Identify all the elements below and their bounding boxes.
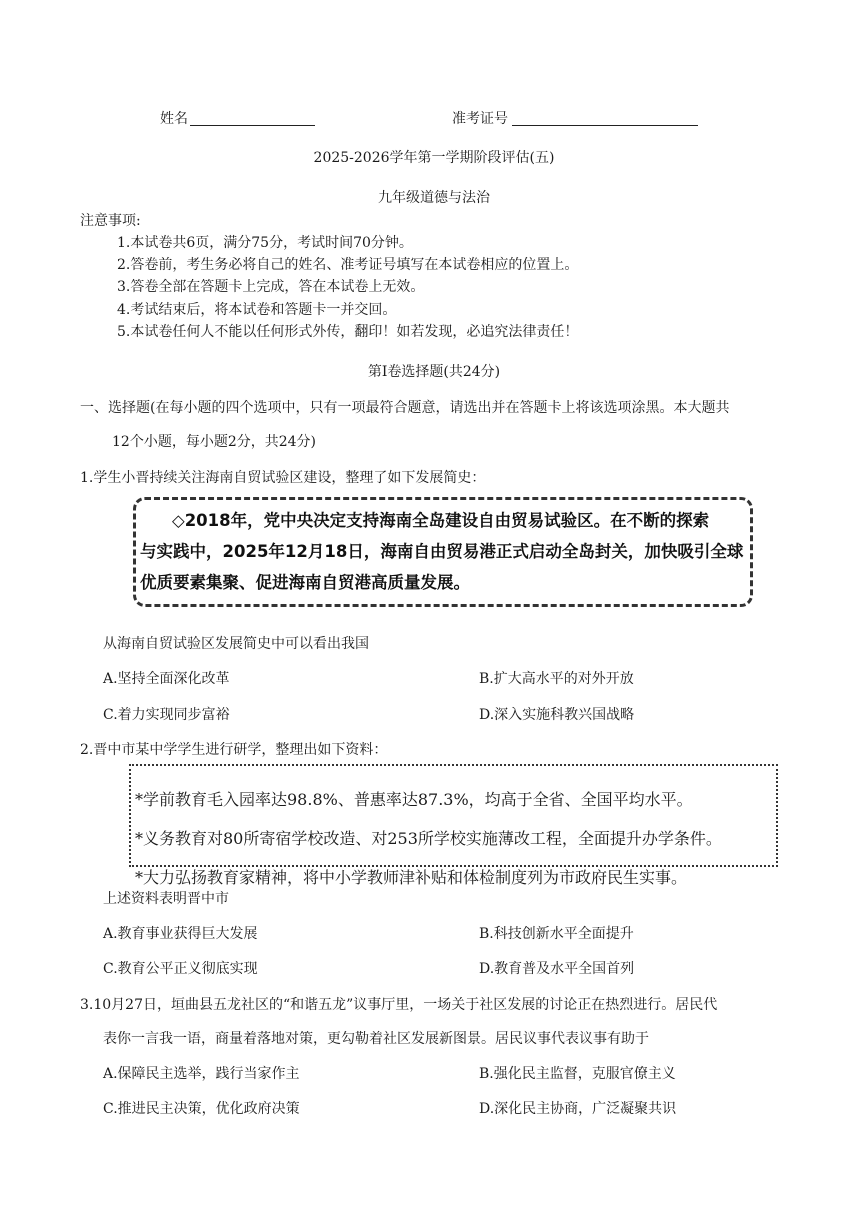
notice-item: 1.本试卷共6页，满分75分，考试时间70分钟。 <box>117 235 413 251</box>
exam-title: 2025-2026学年第一学期阶段评估(五) <box>313 150 555 166</box>
option-b[interactable]: B.科技创新水平全面提升 <box>479 926 634 942</box>
question-3-stem: 3.10月27日，垣曲县五龙社区的“和谐五龙”议事厅里，一场关于社区发展的讨论正在热烈进行。居民代 <box>80 997 718 1013</box>
option-a[interactable]: A.教育事业获得巨大发展 <box>103 926 258 942</box>
material-line: 与实践中，2025年12月18日，海南自由贸易港正式启动全岛封关，加快吸引全球 <box>140 542 744 561</box>
section-title: 第Ⅰ卷选择题(共24分) <box>367 364 501 380</box>
material-line: 优质要素集聚、促进海南自贸港高质量发展。 <box>140 573 470 592</box>
material-line: *大力弘扬教育家精神，将中小学教师津补贴和体检制度列为市政府民生实事。 <box>135 868 688 887</box>
notice-item: 5.本试卷任何人不能以任何形式外传，翻印！如若发现，必追究法律责任！ <box>117 324 579 340</box>
option-d[interactable]: D.教育普及水平全国首列 <box>479 961 635 977</box>
name-field-line[interactable] <box>190 125 315 126</box>
question-1-prompt: 从海南自贸试验区发展简史中可以看出我国 <box>103 636 369 652</box>
section-instruction-cont: 12个小题，每小题2分，共24分) <box>112 434 316 450</box>
option-c[interactable]: C.教育公平正义彻底实现 <box>103 961 258 977</box>
material-line: ◇2018年，党中央决定支持海南全岛建设自由贸易试验区。在不断的探索 <box>172 511 710 530</box>
option-d[interactable]: D.深入实施科教兴国战略 <box>479 707 635 723</box>
option-c[interactable]: C.着力实现同步富裕 <box>103 707 230 723</box>
question-1-material <box>140 505 746 598</box>
question-2-material <box>135 771 722 904</box>
exam-subject: 九年级道德与法治 <box>378 190 490 206</box>
material-line: *义务教育对80所寄宿学校改造、对253所学校实施薄改工程，全面提升办学条件。 <box>135 829 722 848</box>
exam-id-field-line[interactable] <box>512 125 698 126</box>
notice-item: 2.答卷前，考生务必将自己的姓名、准考证号填写在本试卷相应的位置上。 <box>117 257 579 273</box>
option-a[interactable]: A.坚持全面深化改革 <box>103 671 230 687</box>
section-instruction: 一、选择题(在每小题的四个选项中，只有一项最符合题意，请选出并在答题卡上将该选项涂黑。本大题共 <box>80 400 730 416</box>
question-2-stem: 2.晋中市某中学学生进行研学，整理出如下资料： <box>80 742 388 758</box>
name-label: 姓名 <box>160 111 188 127</box>
option-a[interactable]: A.保障民主选举，践行当家作主 <box>103 1066 300 1082</box>
notice-item: 3.答卷全部在答题卡上完成，答在本试卷上无效。 <box>117 279 425 295</box>
option-d[interactable]: D.深化民主协商，广泛凝聚共识 <box>479 1101 677 1117</box>
question-2-prompt: 上述资料表明晋中市 <box>103 891 229 907</box>
material-line: *学前教育毛入园率达98.8%、普惠率达87.3%，均高于全省、全国平均水平。 <box>135 790 693 809</box>
option-b[interactable]: B.扩大高水平的对外开放 <box>479 671 634 687</box>
question-3-stem-cont: 表你一言我一语，商量着落地对策，更勾勒着社区发展新图景。居民议事代表议事有助于 <box>103 1031 649 1047</box>
notice-item: 4.考试结束后，将本试卷和答题卡一并交回。 <box>117 302 397 318</box>
option-b[interactable]: B.强化民主监督，克服官僚主义 <box>479 1066 676 1082</box>
question-1-stem: 1.学生小晋持续关注海南自贸试验区建设，整理了如下发展简史： <box>80 470 486 486</box>
exam-id-label: 准考证号 <box>452 111 508 127</box>
notice-heading: 注意事项: <box>80 213 141 229</box>
option-c[interactable]: C.推进民主决策，优化政府决策 <box>103 1101 300 1117</box>
